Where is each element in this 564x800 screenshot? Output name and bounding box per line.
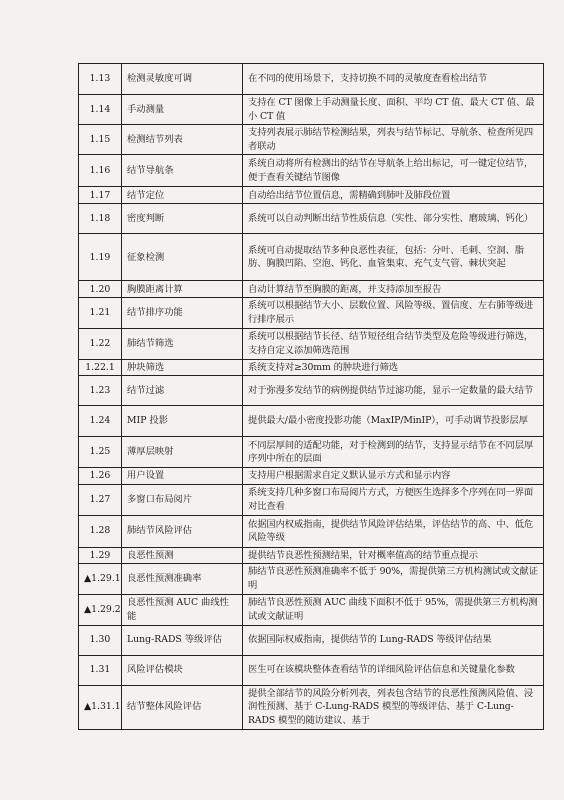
row-description: 依据国际权威指南，提供结节的 Lung-RADS 等级评估结果 (243, 625, 544, 655)
row-id: ▲1.29.1 (79, 564, 122, 594)
table-row (79, 204, 544, 234)
row-id: 1.25 (79, 437, 122, 468)
row-name: 结节排序功能 (122, 298, 243, 328)
row-name: 检测结节列表 (122, 125, 243, 155)
row-name: 良恶性预测 (122, 547, 243, 564)
row-description: 系统可以根据结节长径、结节短径组合结节类型及危险等级进行筛选，支持自定义添加筛选范围 (243, 328, 544, 359)
table-row (79, 95, 544, 125)
row-id: 1.30 (79, 625, 122, 655)
row-id: ▲1.29.2 (79, 594, 122, 625)
table-row (79, 437, 544, 468)
row-name: 手动测量 (122, 95, 243, 125)
row-id: ▲1.31.1 (79, 685, 122, 729)
row-description: 自动给出结节位置信息，需精确到肺叶及肺段位置 (243, 187, 544, 204)
table-row (79, 234, 544, 281)
row-description: 系统可以自动判断出结节性质信息（实性、部分实性、磨玻璃、钙化） (243, 204, 544, 234)
table-row (79, 187, 544, 204)
table-row (79, 484, 544, 515)
row-description: 系统支持对≥30mm 的肿块进行筛选 (243, 359, 544, 376)
row-description: 自动计算结节至胸膜的距离，并支持添加至报告 (243, 281, 544, 298)
row-description: 系统自动将所有检测出的结节在导航条上给出标记，可一键定位结节，便于查看关键结节图像 (243, 155, 544, 187)
row-name: 胸膜距离计算 (122, 281, 243, 298)
table-row (79, 625, 544, 655)
row-id: 1.27 (79, 484, 122, 515)
row-id: 1.22.1 (79, 359, 122, 376)
row-name: Lung-RADS 等级评估 (122, 625, 243, 655)
row-name: 用户设置 (122, 468, 243, 485)
row-description: 系统支持几种多窗口布局阅片方式，方便医生选择多个序列在同一界面对比查看 (243, 484, 544, 515)
row-id: 1.16 (79, 155, 122, 187)
row-name: 良恶性预测 AUC 曲线性能 (122, 594, 243, 625)
row-name: 肺结节筛选 (122, 328, 243, 359)
table-row (79, 359, 544, 376)
row-name: 风险评估模块 (122, 655, 243, 685)
table-row (79, 328, 544, 359)
row-id: 1.18 (79, 204, 122, 234)
row-id: 1.15 (79, 125, 122, 155)
row-name: 征象检测 (122, 234, 243, 281)
row-name: 薄厚层映射 (122, 437, 243, 468)
spec-table-body (79, 64, 544, 730)
row-id: 1.24 (79, 406, 122, 437)
row-description: 在不同的使用场景下，支持切换不同的灵敏度查看检出结节 (243, 64, 544, 95)
row-id: 1.20 (79, 281, 122, 298)
table-row (79, 468, 544, 485)
row-id: 1.14 (79, 95, 122, 125)
table-row (79, 125, 544, 155)
table-row (79, 298, 544, 328)
row-name: 结节过滤 (122, 376, 243, 406)
row-id: 1.31 (79, 655, 122, 685)
table-row (79, 64, 544, 95)
row-id: 1.22 (79, 328, 122, 359)
row-id: 1.29 (79, 547, 122, 564)
row-description: 提供结节良恶性预测结果，针对概率值高的结节重点提示 (243, 547, 544, 564)
table-row (79, 685, 544, 729)
row-id: 1.26 (79, 468, 122, 485)
table-row (79, 155, 544, 187)
row-description: 不同层厚间的适配功能，对于检测到的结节，支持显示结节在不同层厚序列中所在的层面 (243, 437, 544, 468)
table-row (79, 594, 544, 625)
table-row (79, 406, 544, 437)
row-description: 支持用户根据需求自定义默认显示方式和显示内容 (243, 468, 544, 485)
row-name: 结节导航条 (122, 155, 243, 187)
row-description: 支持列表展示肺结节检测结果，列表与结节标记、导航条、检查所见四者联动 (243, 125, 544, 155)
row-name: 良恶性预测准确率 (122, 564, 243, 594)
table-row (79, 281, 544, 298)
row-description: 肺结节良恶性预测 AUC 曲线下面积不低于 95%，需提供第三方机构测试或文献证明 (243, 594, 544, 625)
row-name: 肺结节风险评估 (122, 515, 243, 547)
spec-table (78, 63, 544, 730)
table-row (79, 376, 544, 406)
table-row (79, 655, 544, 685)
row-name: 结节定位 (122, 187, 243, 204)
row-id: 1.28 (79, 515, 122, 547)
row-name: 密度判断 (122, 204, 243, 234)
row-description: 提供最大/最小密度投影功能（MaxIP/MinIP），可手动调节投影层厚 (243, 406, 544, 437)
table-row (79, 515, 544, 547)
table-row (79, 564, 544, 594)
row-id: 1.13 (79, 64, 122, 95)
row-name: 肿块筛选 (122, 359, 243, 376)
row-name: 检测灵敏度可调 (122, 64, 243, 95)
row-description: 对于弥漫多发结节的病例提供结节过滤功能，显示一定数量的最大结节 (243, 376, 544, 406)
row-description: 支持在 CT 图像上手动测量长度、面积、平均 CT 值、最大 CT 值、最小 CT 值 (243, 95, 544, 125)
row-id: 1.17 (79, 187, 122, 204)
row-id: 1.19 (79, 234, 122, 281)
row-name: MIP 投影 (122, 406, 243, 437)
row-description: 医生可在该模块整体查看结节的详细风险评估信息和关键量化参数 (243, 655, 544, 685)
row-id: 1.23 (79, 376, 122, 406)
row-description: 依据国内权威指南，提供结节风险评估结果，评估结节的高、中、低危风险等级 (243, 515, 544, 547)
row-description: 提供全部结节的风险分析列表，列表包含结节的良恶性预测风险值、浸润性预测、基于 C-Lung-RADS 模型的等级评估、基于 C-Lung-RADS 模型的随访建议、基于 (243, 685, 544, 729)
row-description: 系统可以根据结节大小、层数位置、风险等级、置信度、左右肺等级进行排序展示 (243, 298, 544, 328)
row-description: 系统可自动提取结节多种良恶性表征，包括：分叶、毛刺、空洞、脂肪、胸膜凹陷、空泡、钙化、血管集束、充气支气管、棘状突起 (243, 234, 544, 281)
row-name: 多窗口布局阅片 (122, 484, 243, 515)
row-id: 1.21 (79, 298, 122, 328)
row-description: 肺结节良恶性预测准确率不低于 90%，需提供第三方机构测试或文献证明 (243, 564, 544, 594)
row-name: 结节整体风险评估 (122, 685, 243, 729)
table-row (79, 547, 544, 564)
